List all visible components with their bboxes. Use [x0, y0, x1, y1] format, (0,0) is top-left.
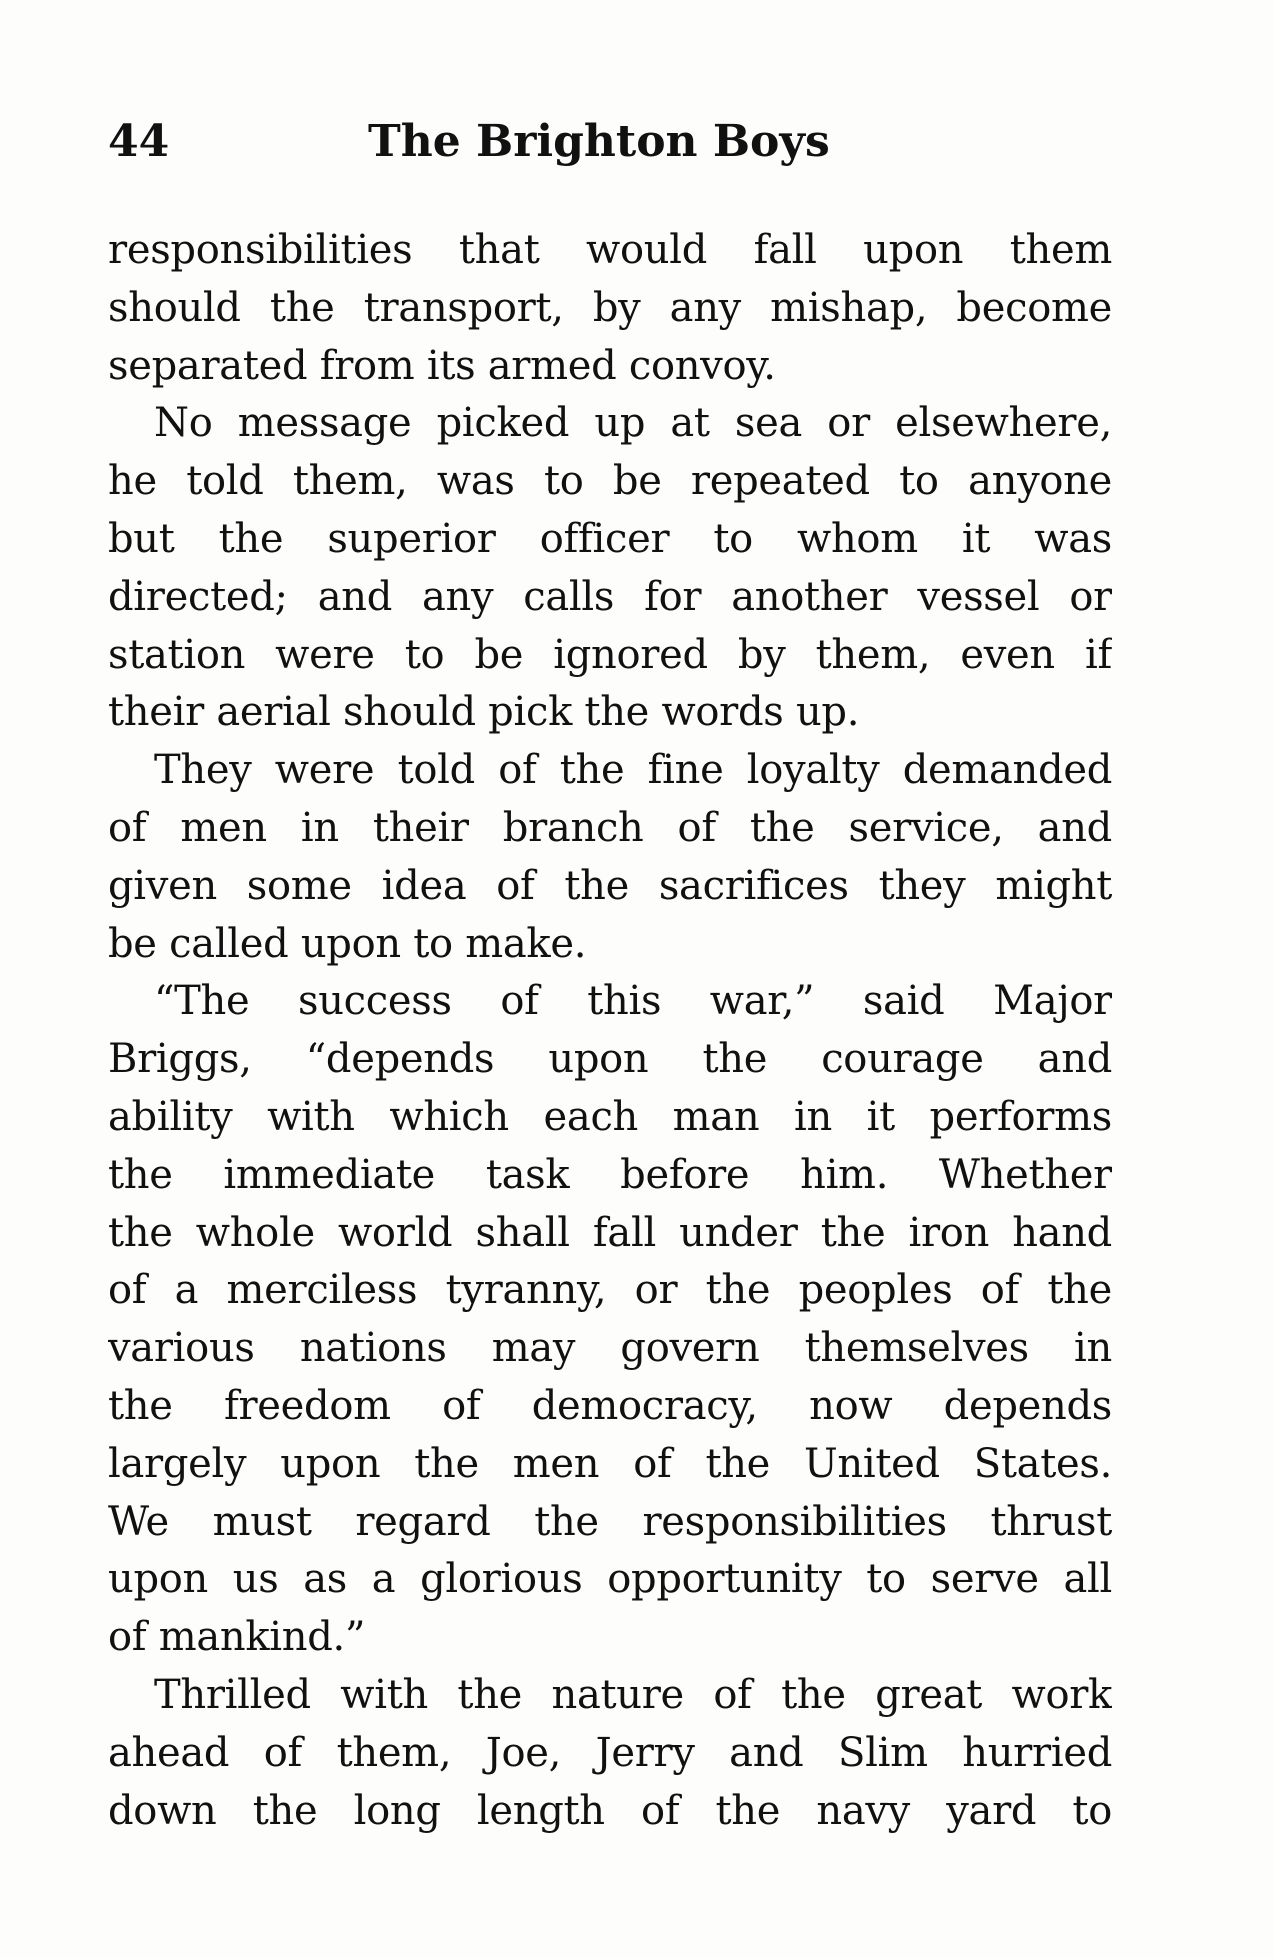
- running-title: The Brighton Boys: [368, 116, 830, 167]
- text-line: the freedom of democracy, now depends: [108, 1382, 1112, 1429]
- text-line: upon us as a glorious opportunity to serve all: [108, 1556, 1112, 1603]
- text-line: No message picked up at sea or elsewhere,: [154, 400, 1112, 447]
- running-header: [108, 112, 1108, 172]
- text-line: Thrilled with the nature of the great work: [154, 1671, 1112, 1718]
- text-line: be called upon to make.: [108, 920, 587, 967]
- text-line: ability with which each man in it performs: [108, 1093, 1112, 1140]
- text-line: of a merciless tyranny, or the peoples of the: [108, 1267, 1112, 1314]
- text-line: station were to be ignored by them, even if: [108, 631, 1112, 678]
- text-line: of mankind.”: [108, 1614, 366, 1661]
- text-line: their aerial should pick the words up.: [108, 689, 860, 736]
- text-line: he told them, was to be repeated to anyone: [108, 458, 1112, 505]
- text-line: They were told of the fine loyalty demanded: [154, 747, 1112, 794]
- text-line: responsibilities that would fall upon them: [108, 227, 1112, 273]
- text-line: directed; and any calls for another vessel or: [108, 573, 1112, 620]
- text-line: given some idea of the sacrifices they might: [108, 862, 1112, 909]
- text-line: We must regard the responsibilities thrust: [108, 1498, 1112, 1545]
- text-line: the whole world shall fall under the iron hand: [108, 1209, 1112, 1256]
- text-line: should the transport, by any mishap, become: [108, 284, 1112, 331]
- text-line: of men in their branch of the service, and: [108, 804, 1112, 851]
- text-line: various nations may govern themselves in: [108, 1325, 1112, 1372]
- text-line: separated from its armed convoy.: [108, 342, 776, 389]
- body-text: [108, 222, 1112, 1840]
- text-line: largely upon the men of the United States.: [108, 1440, 1112, 1487]
- text-line: the immediate task before him. Whether: [108, 1151, 1112, 1198]
- text-line: down the long length of the navy yard to: [108, 1787, 1112, 1834]
- text-line: Briggs, “depends upon the courage and: [108, 1036, 1112, 1083]
- text-line: but the superior officer to whom it was: [108, 515, 1112, 562]
- text-line: “The success of this war,” said Major: [154, 978, 1112, 1025]
- page-number: 44: [108, 116, 170, 167]
- text-line: ahead of them, Joe, Jerry and Slim hurried: [108, 1729, 1112, 1776]
